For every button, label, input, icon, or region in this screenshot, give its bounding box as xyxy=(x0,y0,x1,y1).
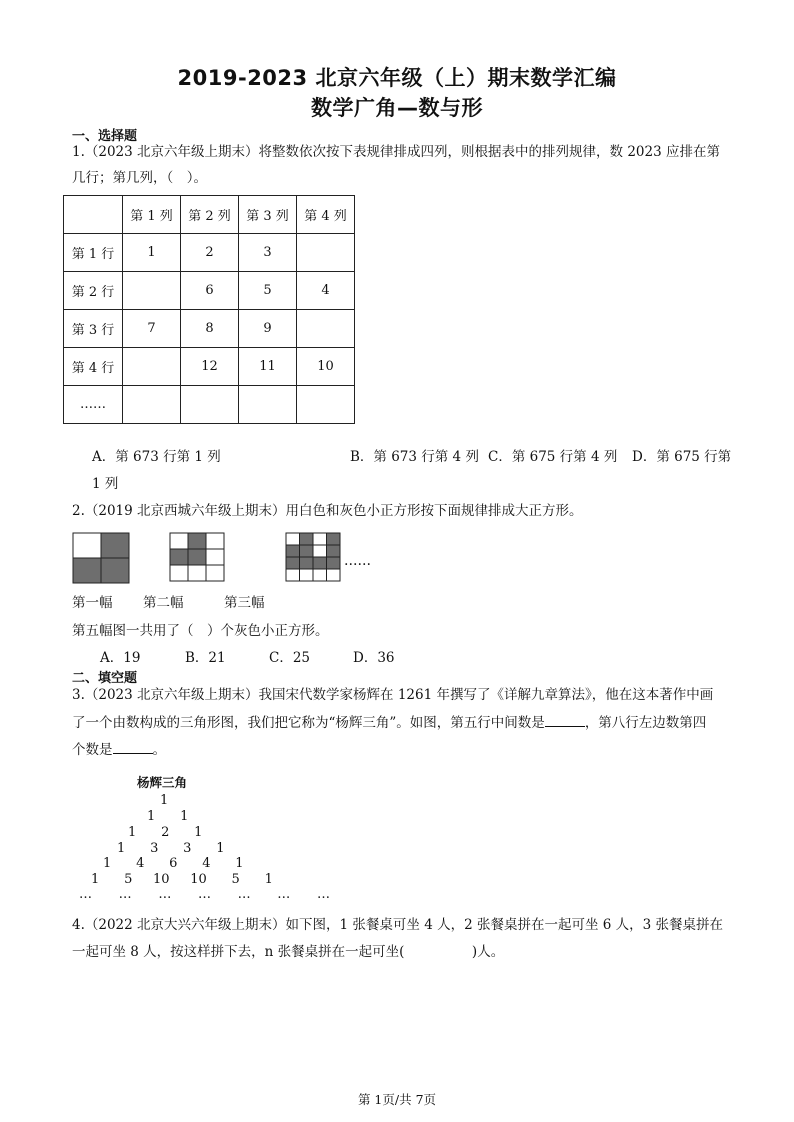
table-cell: 11 xyxy=(239,348,297,386)
white-square xyxy=(188,565,206,581)
triangle-row: 1 2 1 xyxy=(128,825,203,840)
gray-square xyxy=(313,557,327,569)
gray-square xyxy=(300,545,314,557)
white-square xyxy=(313,533,327,545)
table-cell xyxy=(239,386,297,424)
gray-square xyxy=(188,549,206,565)
q1-option-d[interactable]: D．第 675 行第 xyxy=(632,449,732,465)
q2-question: 第五幅图一共用了（ ）个灰色小正方形。 xyxy=(72,623,329,639)
white-square xyxy=(313,545,327,557)
table-header-row xyxy=(64,196,355,234)
table-cell xyxy=(123,386,181,424)
table-cell: 10 xyxy=(297,348,355,386)
table-cell: …… xyxy=(64,386,123,424)
table-cell xyxy=(297,386,355,424)
table-cell: 第 2 行 xyxy=(64,272,123,310)
gray-square xyxy=(327,533,341,545)
figure-ellipsis: …… xyxy=(344,553,371,569)
white-square xyxy=(73,533,101,558)
triangle-row: 1 xyxy=(160,793,169,808)
gray-square xyxy=(300,557,314,569)
white-square xyxy=(313,569,327,581)
table-cell: 2 xyxy=(181,234,239,272)
q1-option-a[interactable]: A．第 673 行第 1 列 xyxy=(92,449,221,465)
section-heading-choice: 一、选择题 xyxy=(72,129,138,144)
white-square xyxy=(286,533,300,545)
table-cell: 第 3 行 xyxy=(64,310,123,348)
page-title: 2019-2023 北京六年级（上）期末数学汇编 xyxy=(177,66,617,90)
table-cell: 5 xyxy=(239,272,297,310)
table-cell xyxy=(297,310,355,348)
q3-text-line3-a: 个数是 xyxy=(72,742,113,758)
figure-one xyxy=(72,532,130,584)
gray-square xyxy=(327,545,341,557)
table-cell: 8 xyxy=(181,310,239,348)
q3-text-line3-b: 。 xyxy=(152,742,166,758)
triangle-row: … … … … … … … xyxy=(79,887,331,902)
white-square xyxy=(206,533,224,549)
q3-text-line2-a: 了一个由数构成的三角形图，我们把它称为“杨辉三角”。如图，第五行中间数是 xyxy=(72,715,545,731)
white-square xyxy=(170,565,188,581)
triangle-title: 杨辉三角 xyxy=(137,775,188,790)
table-cell: 第 4 列 xyxy=(297,196,355,234)
gray-square xyxy=(327,557,341,569)
white-square xyxy=(170,533,188,549)
triangle-row: 1 3 3 1 xyxy=(117,841,225,856)
table-cell: 9 xyxy=(239,310,297,348)
table-row xyxy=(64,348,355,386)
q1-number-table xyxy=(63,195,355,424)
table-cell xyxy=(123,272,181,310)
table-cell xyxy=(64,196,123,234)
table-cell xyxy=(123,348,181,386)
q3-text-line1: 3.（2023 北京六年级上期末）我国宋代数学家杨辉在 1261 年撰写了《详解九章算法》，他在这本著作中画 xyxy=(72,687,714,703)
gray-square xyxy=(101,558,129,583)
table-cell: 1 xyxy=(123,234,181,272)
q3-text-line3 xyxy=(72,740,166,759)
table-cell: 12 xyxy=(181,348,239,386)
q3-text-line2 xyxy=(72,713,706,732)
q3-text-line2-b: ，第八行左边数第四 xyxy=(584,715,707,731)
q1-option-b[interactable]: B．第 673 行第 4 列 xyxy=(350,449,479,465)
q4-text-line1: 4.（2022 北京大兴六年级上期末）如下图，1 张餐桌可坐 4 人，2 张餐桌拼在一起可坐 6 人，3 张餐桌拼在 xyxy=(72,917,724,933)
page-subtitle: 数学广角—数与形 xyxy=(311,96,483,120)
table-cell: 第 3 列 xyxy=(239,196,297,234)
q1-text-line2: 几行；第几列，（ ）。 xyxy=(72,170,207,186)
table-cell: 第 1 行 xyxy=(64,234,123,272)
table-row xyxy=(64,386,355,424)
q2-option-b[interactable]: B．21 xyxy=(185,650,226,666)
figure-label-two: 第二幅 xyxy=(143,595,184,611)
table-cell: 第 2 列 xyxy=(181,196,239,234)
figure-label-one: 第一幅 xyxy=(72,595,113,611)
white-square xyxy=(206,549,224,565)
white-square xyxy=(286,569,300,581)
triangle-row: 1 5 10 10 5 1 xyxy=(91,872,273,887)
figure-label-three: 第三幅 xyxy=(224,595,265,611)
white-square xyxy=(206,565,224,581)
gray-square xyxy=(73,558,101,583)
table-row xyxy=(64,272,355,310)
figure-three xyxy=(285,532,341,582)
table-cell: 第 4 行 xyxy=(64,348,123,386)
gray-square xyxy=(101,533,129,558)
white-square xyxy=(327,569,341,581)
table-cell: 7 xyxy=(123,310,181,348)
gray-square xyxy=(286,557,300,569)
q1-option-c[interactable]: C．第 675 行第 4 列 xyxy=(488,449,618,465)
gray-square xyxy=(170,549,188,565)
table-cell: 第 1 列 xyxy=(123,196,181,234)
section-heading-fill: 二、填空题 xyxy=(72,671,138,686)
q1-text-line1: 1.（2023 北京六年级上期末）将整数依次按下表规律排成四列，则根据表中的排列规律，数 2023 应排在第 xyxy=(72,144,720,160)
triangle-row: 1 1 xyxy=(147,809,189,824)
page-footer: 第 1页/共 7页 xyxy=(357,1092,437,1107)
triangle-row: 1 4 6 4 1 xyxy=(103,856,244,871)
q1-option-d-continued: 1 列 xyxy=(92,476,119,492)
table-cell: 4 xyxy=(297,272,355,310)
q2-option-a[interactable]: A．19 xyxy=(100,650,141,666)
table-cell: 3 xyxy=(239,234,297,272)
table-row xyxy=(64,310,355,348)
q4-text-line2: 一起可坐 8 人，按这样拼下去，n 张餐桌拼在一起可坐( )人。 xyxy=(72,944,505,960)
table-cell: 6 xyxy=(181,272,239,310)
q3-answer-blank-2[interactable] xyxy=(113,740,153,754)
white-square xyxy=(300,569,314,581)
table-row xyxy=(64,234,355,272)
q3-answer-blank-1[interactable] xyxy=(545,713,585,727)
q2-option-c[interactable]: C．25 xyxy=(269,650,311,666)
q2-option-d[interactable]: D．36 xyxy=(353,650,395,666)
gray-square xyxy=(286,545,300,557)
gray-square xyxy=(188,533,206,549)
gray-square xyxy=(300,533,314,545)
table-cell xyxy=(297,234,355,272)
table-cell xyxy=(181,386,239,424)
figure-two xyxy=(169,532,225,582)
q2-text-line1: 2.（2019 北京西城六年级上期末）用白色和灰色小正方形按下面规律排成大正方形。 xyxy=(72,503,583,519)
